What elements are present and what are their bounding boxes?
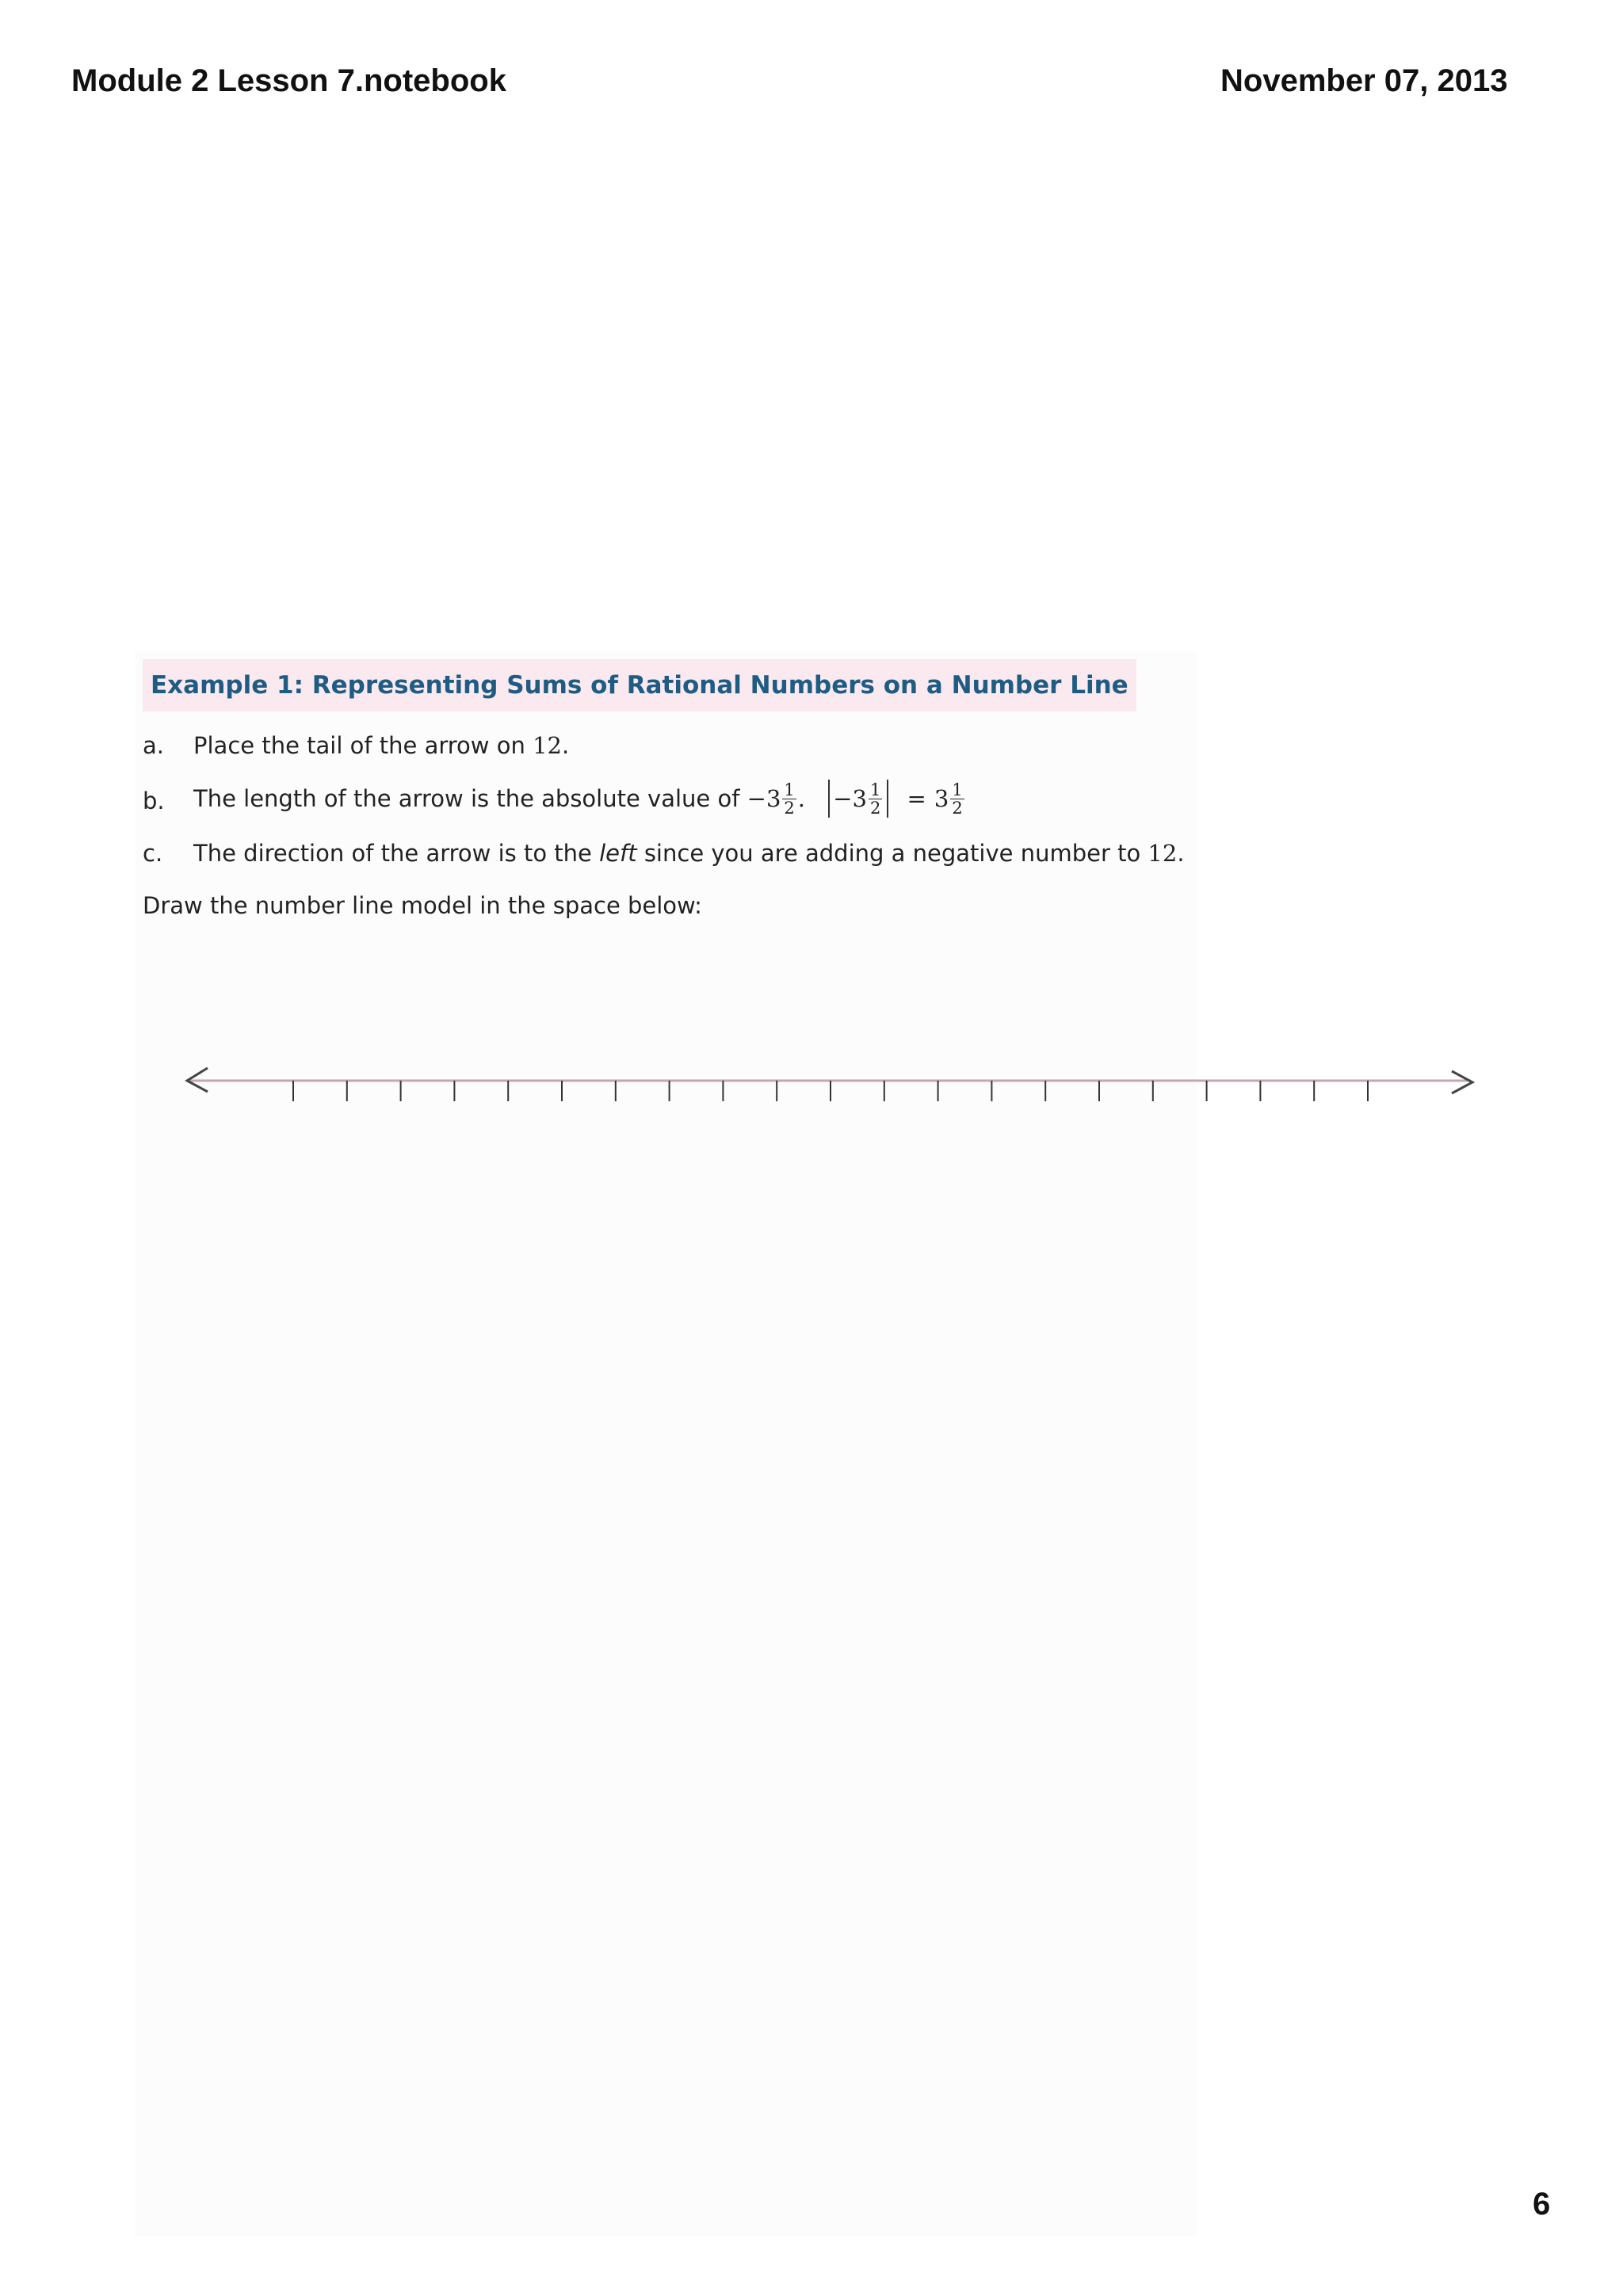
notebook-title: Module 2 Lesson 7.notebook xyxy=(71,63,506,98)
item-letter: c. xyxy=(143,840,163,867)
example-title: Example 1: Representing Sums of Rational Numbers on a Number Line xyxy=(143,659,1136,711)
instruction-text: Draw the number line model in the space below: xyxy=(143,892,702,919)
item-letter: b. xyxy=(143,788,165,814)
example-panel xyxy=(135,651,1197,2236)
item-text: Place the tail of the arrow on 12. xyxy=(193,732,570,759)
item-text: The length of the arrow is the absolute value of −3 $\frac{1}{2}$ . −3 $\frac{1}{2}$ = 3 $\frac{1}{2}$ xyxy=(193,780,963,818)
fraction: $\frac{1}{2}$ xyxy=(784,780,795,818)
notebook-date: November 07, 2013 xyxy=(1220,63,1508,98)
right-arrowhead xyxy=(1452,1071,1472,1093)
page-number: 6 xyxy=(1533,2187,1551,2222)
fraction: $\frac{1}{2}$ xyxy=(869,780,881,818)
item-letter: a. xyxy=(143,732,164,759)
abs-bar-right xyxy=(887,780,888,818)
fraction: $\frac{1}{2}$ xyxy=(952,780,963,818)
abs-bar-left xyxy=(828,780,830,818)
item-text: The direction of the arrow is to the left since you are adding a negative number to 12. xyxy=(193,840,1185,867)
